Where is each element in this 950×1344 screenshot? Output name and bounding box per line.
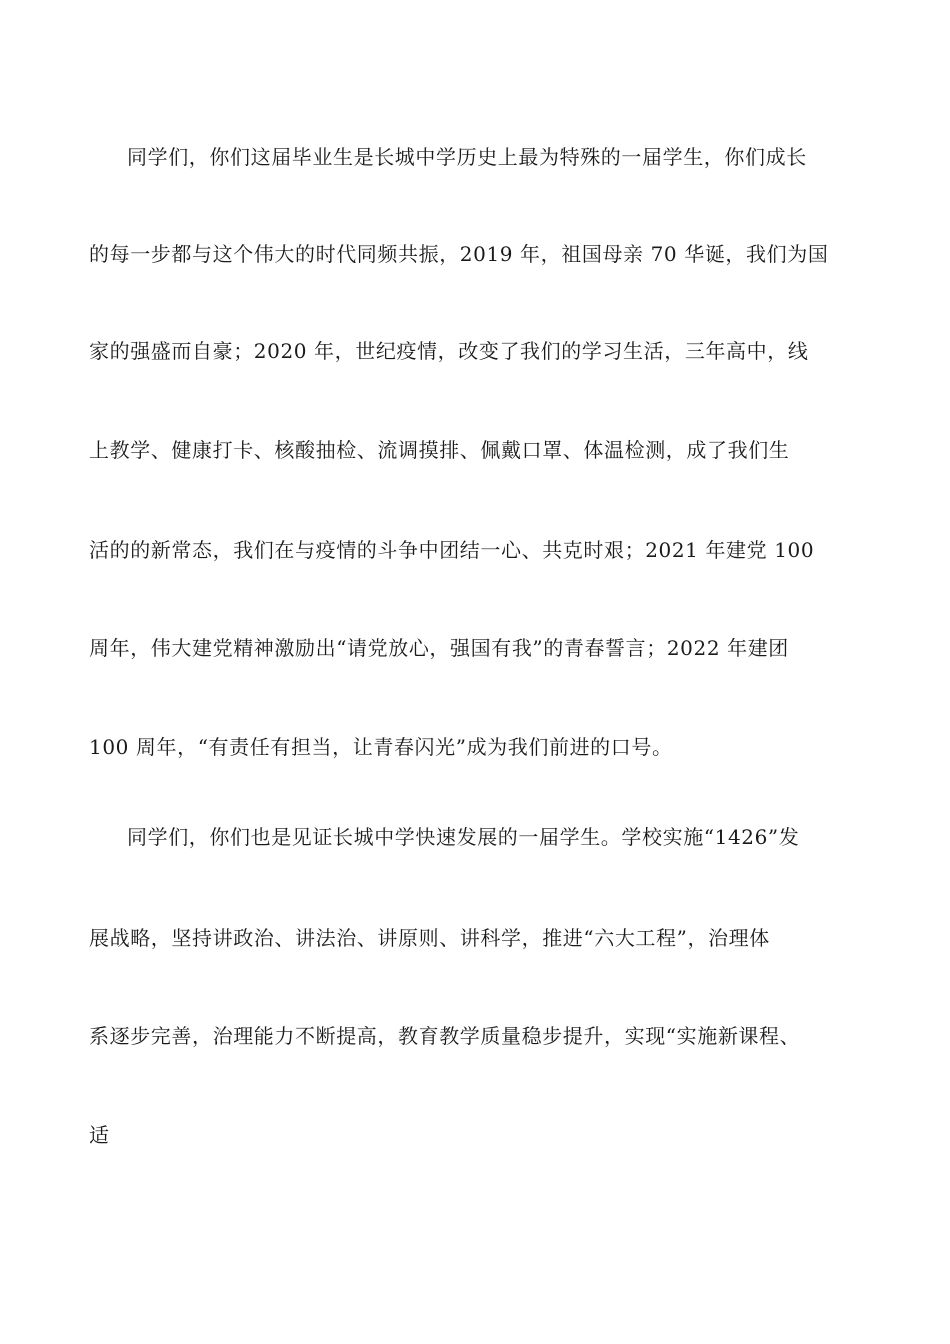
text-line: 的每一步都与这个伟大的时代同频共振，2019 年，祖国母亲 70 华诞，我们为国: [89, 242, 829, 266]
text-line: 同学们，你们也是见证长城中学快速发展的一届学生。学校实施“1426”发: [127, 825, 800, 849]
text-line: 周年，伟大建党精神激励出“请党放心，强国有我”的青春誓言；2022 年建团: [89, 636, 789, 660]
text-line: 活的的新常态，我们在与疫情的斗争中团结一心、共克时艰；2021 年建党 100: [89, 538, 815, 562]
text-line: 同学们，你们这届毕业生是长城中学历史上最为特殊的一届学生，你们成长: [127, 145, 807, 169]
text-line: 适: [89, 1123, 110, 1147]
text-line: 展战略，坚持讲政治、讲法治、讲原则、讲科学，推进“六大工程”，治理体: [89, 926, 770, 950]
text-line: 系逐步完善，治理能力不断提高，教育教学质量稳步提升，实现“实施新课程、: [89, 1024, 801, 1048]
text-line: 家的强盛而自豪；2020 年，世纪疫情，改变了我们的学习生活，三年高中，线: [89, 339, 809, 363]
text-line: 上教学、健康打卡、核酸抽检、流调摸排、佩戴口罩、体温检测，成了我们生: [89, 438, 790, 462]
text-line: 100 周年，“有责任有担当，让青春闪光”成为我们前进的口号。: [89, 735, 673, 759]
